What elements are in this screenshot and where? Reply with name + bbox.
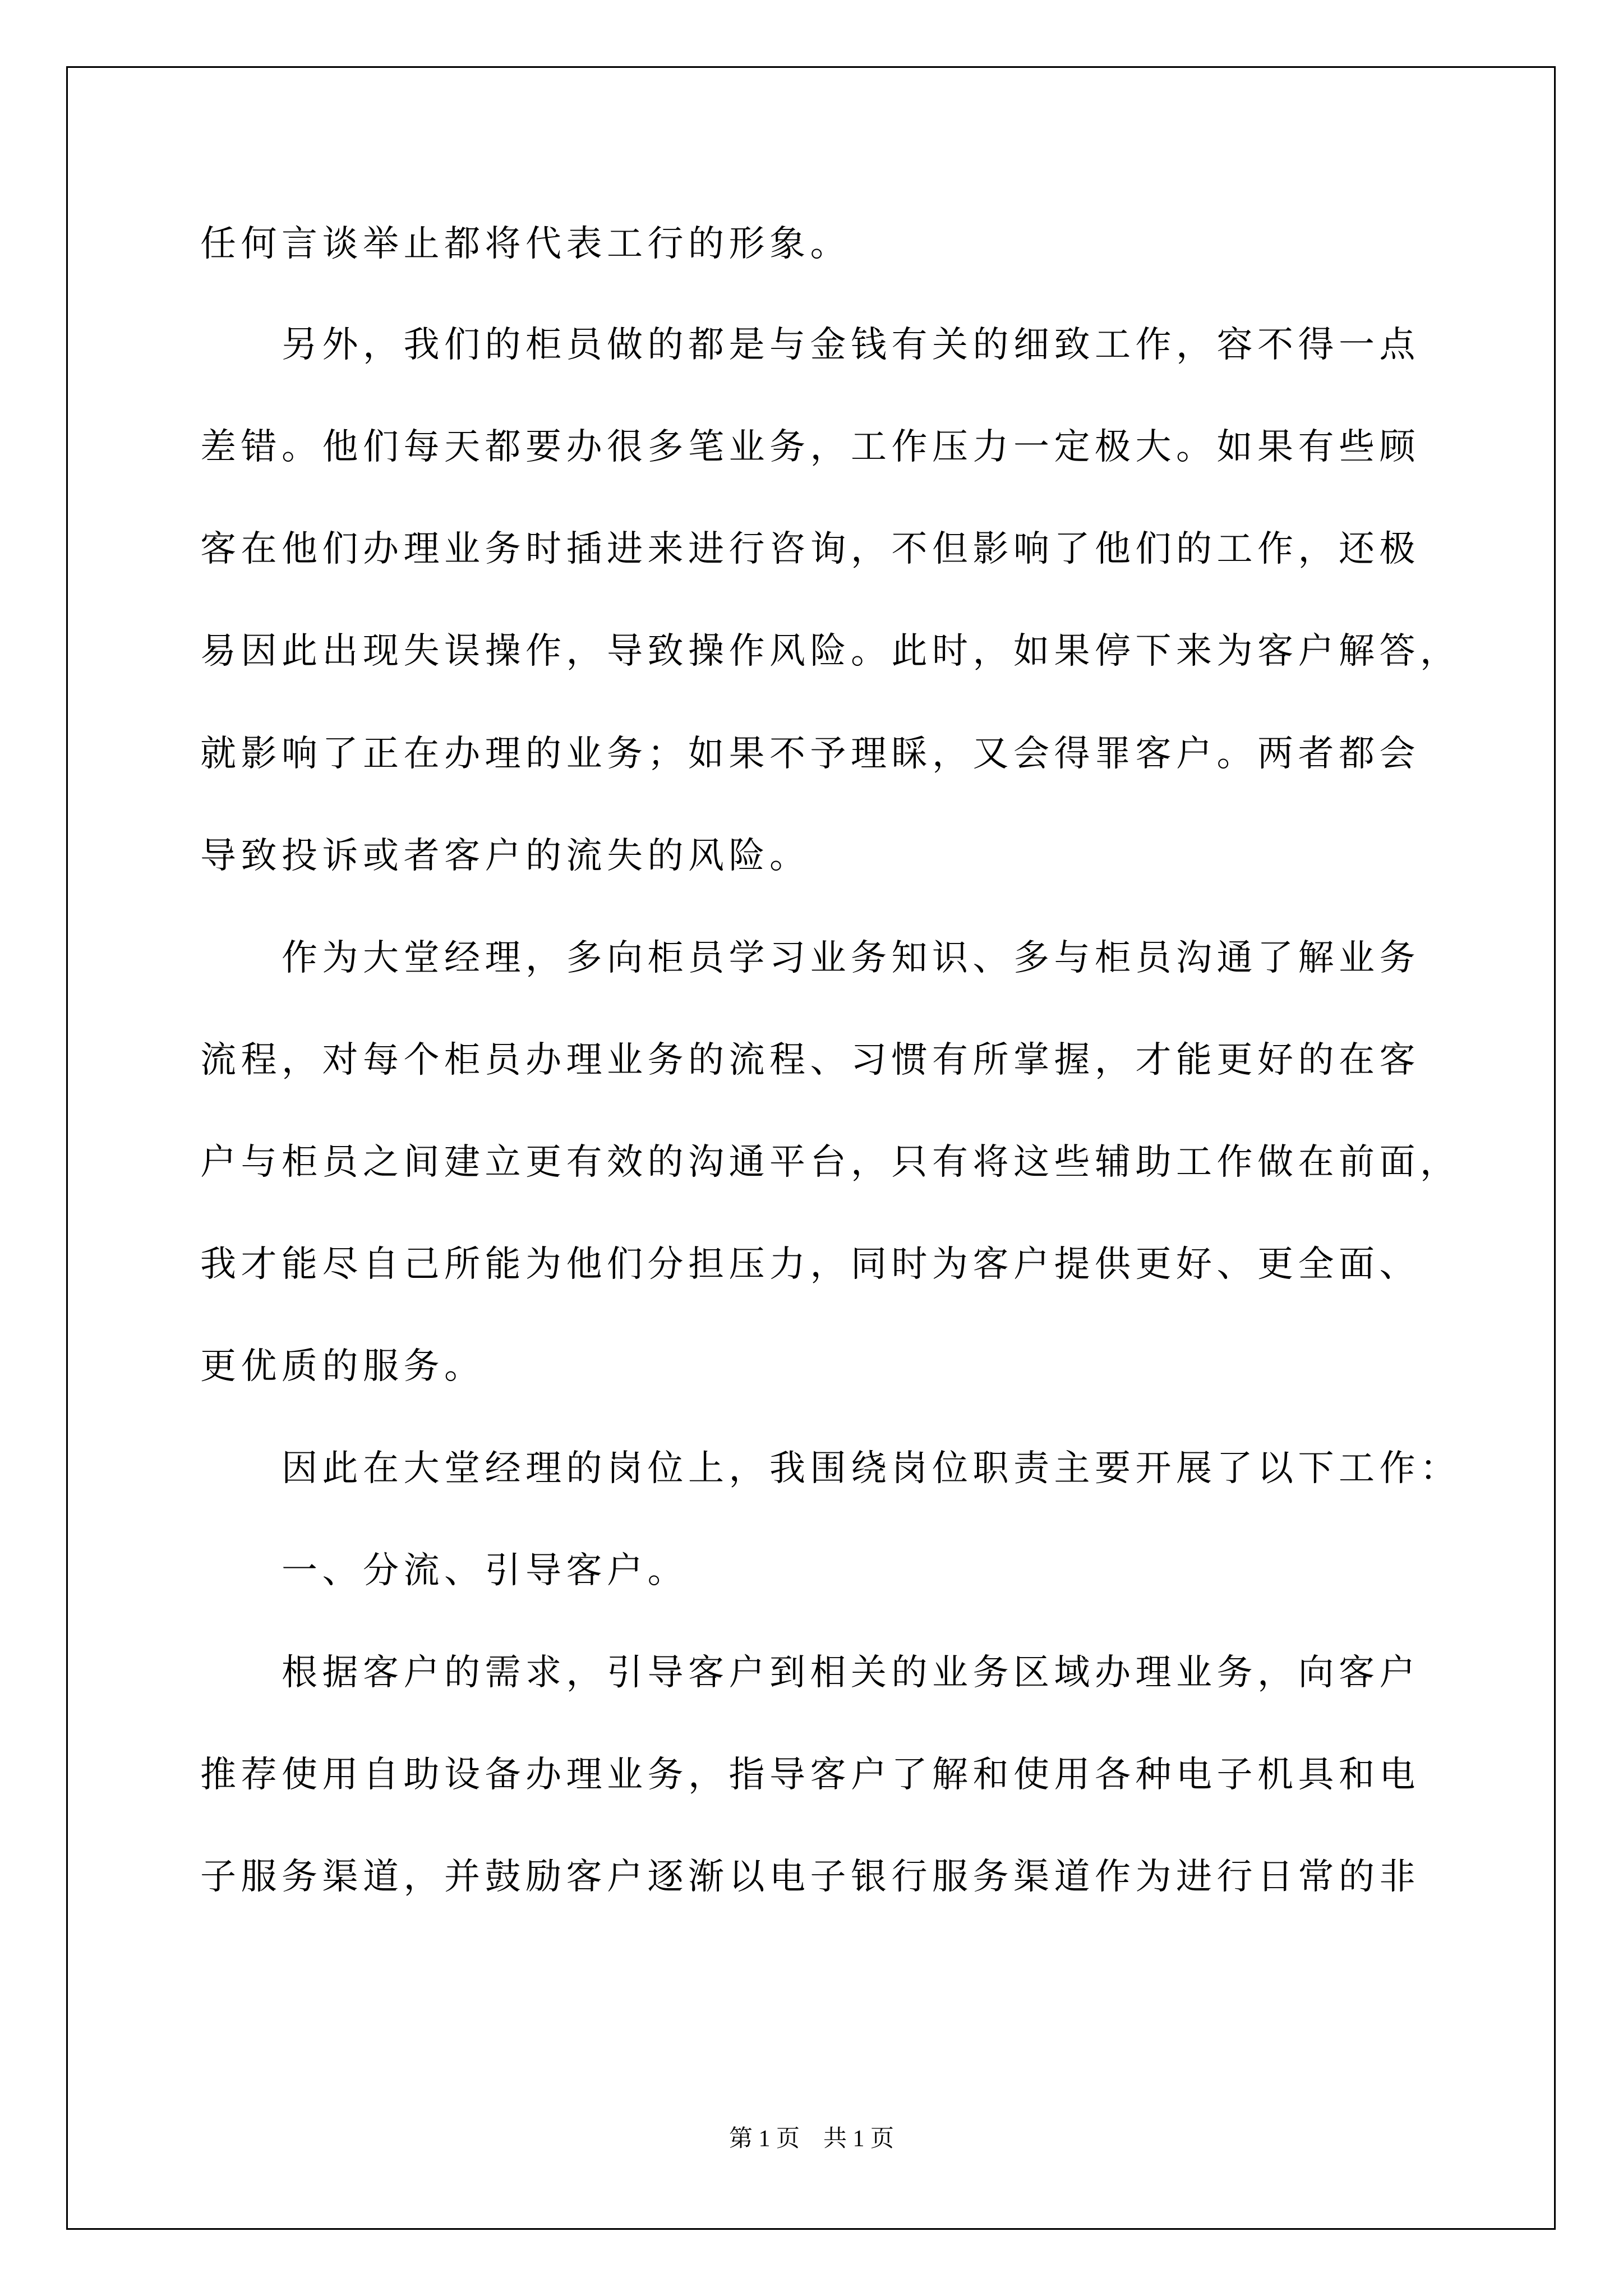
text-line: 作为大堂经理，多向柜员学习业务知识、多与柜员沟通了解业务	[200, 937, 1420, 979]
text-line: 一、分流、引导客户。	[200, 1550, 688, 1591]
text-line: 推荐使用自助设备办理业务，指导客户了解和使用各种电子机具和电	[200, 1754, 1420, 1796]
text-line: 户与柜员之间建立更有效的沟通平台，只有将这些辅助工作做在前面，	[200, 1142, 1461, 1183]
text-line: 就影响了正在办理的业务；如果不予理睬，又会得罪客户。两者都会	[200, 733, 1420, 775]
text-line: 易因此出现失误操作，导致操作风险。此时，如果停下来为客户解答，	[200, 631, 1461, 672]
text-line: 差错。他们每天都要办很多笔业务，工作压力一定极大。如果有些顾	[200, 426, 1420, 468]
text-line: 更优质的服务。	[200, 1346, 485, 1387]
text-line: 导致投诉或者客户的流失的风险。	[200, 835, 810, 877]
text-line: 任何言谈举止都将代表工行的形象。	[200, 223, 851, 265]
text-line: 根据客户的需求，引导客户到相关的业务区域办理业务，向客户	[200, 1652, 1420, 1694]
text-line: 另外，我们的柜员做的都是与金钱有关的细致工作，容不得一点	[200, 324, 1420, 366]
text-line: 我才能尽自己所能为他们分担压力，同时为客户提供更好、更全面、	[200, 1244, 1420, 1285]
text-line: 客在他们办理业务时插进来进行咨询，不但影响了他们的工作，还极	[200, 528, 1420, 570]
page-number-footer: 第 1 页 共 1 页	[728, 2126, 894, 2152]
text-line: 因此在大堂经理的岗位上，我围绕岗位职责主要开展了以下工作：	[200, 1448, 1461, 1489]
text-line: 流程，对每个柜员办理业务的流程、习惯有所掌握，才能更好的在客	[200, 1039, 1420, 1081]
text-line: 子服务渠道，并鼓励客户逐渐以电子银行服务渠道作为进行日常的非	[200, 1856, 1420, 1898]
